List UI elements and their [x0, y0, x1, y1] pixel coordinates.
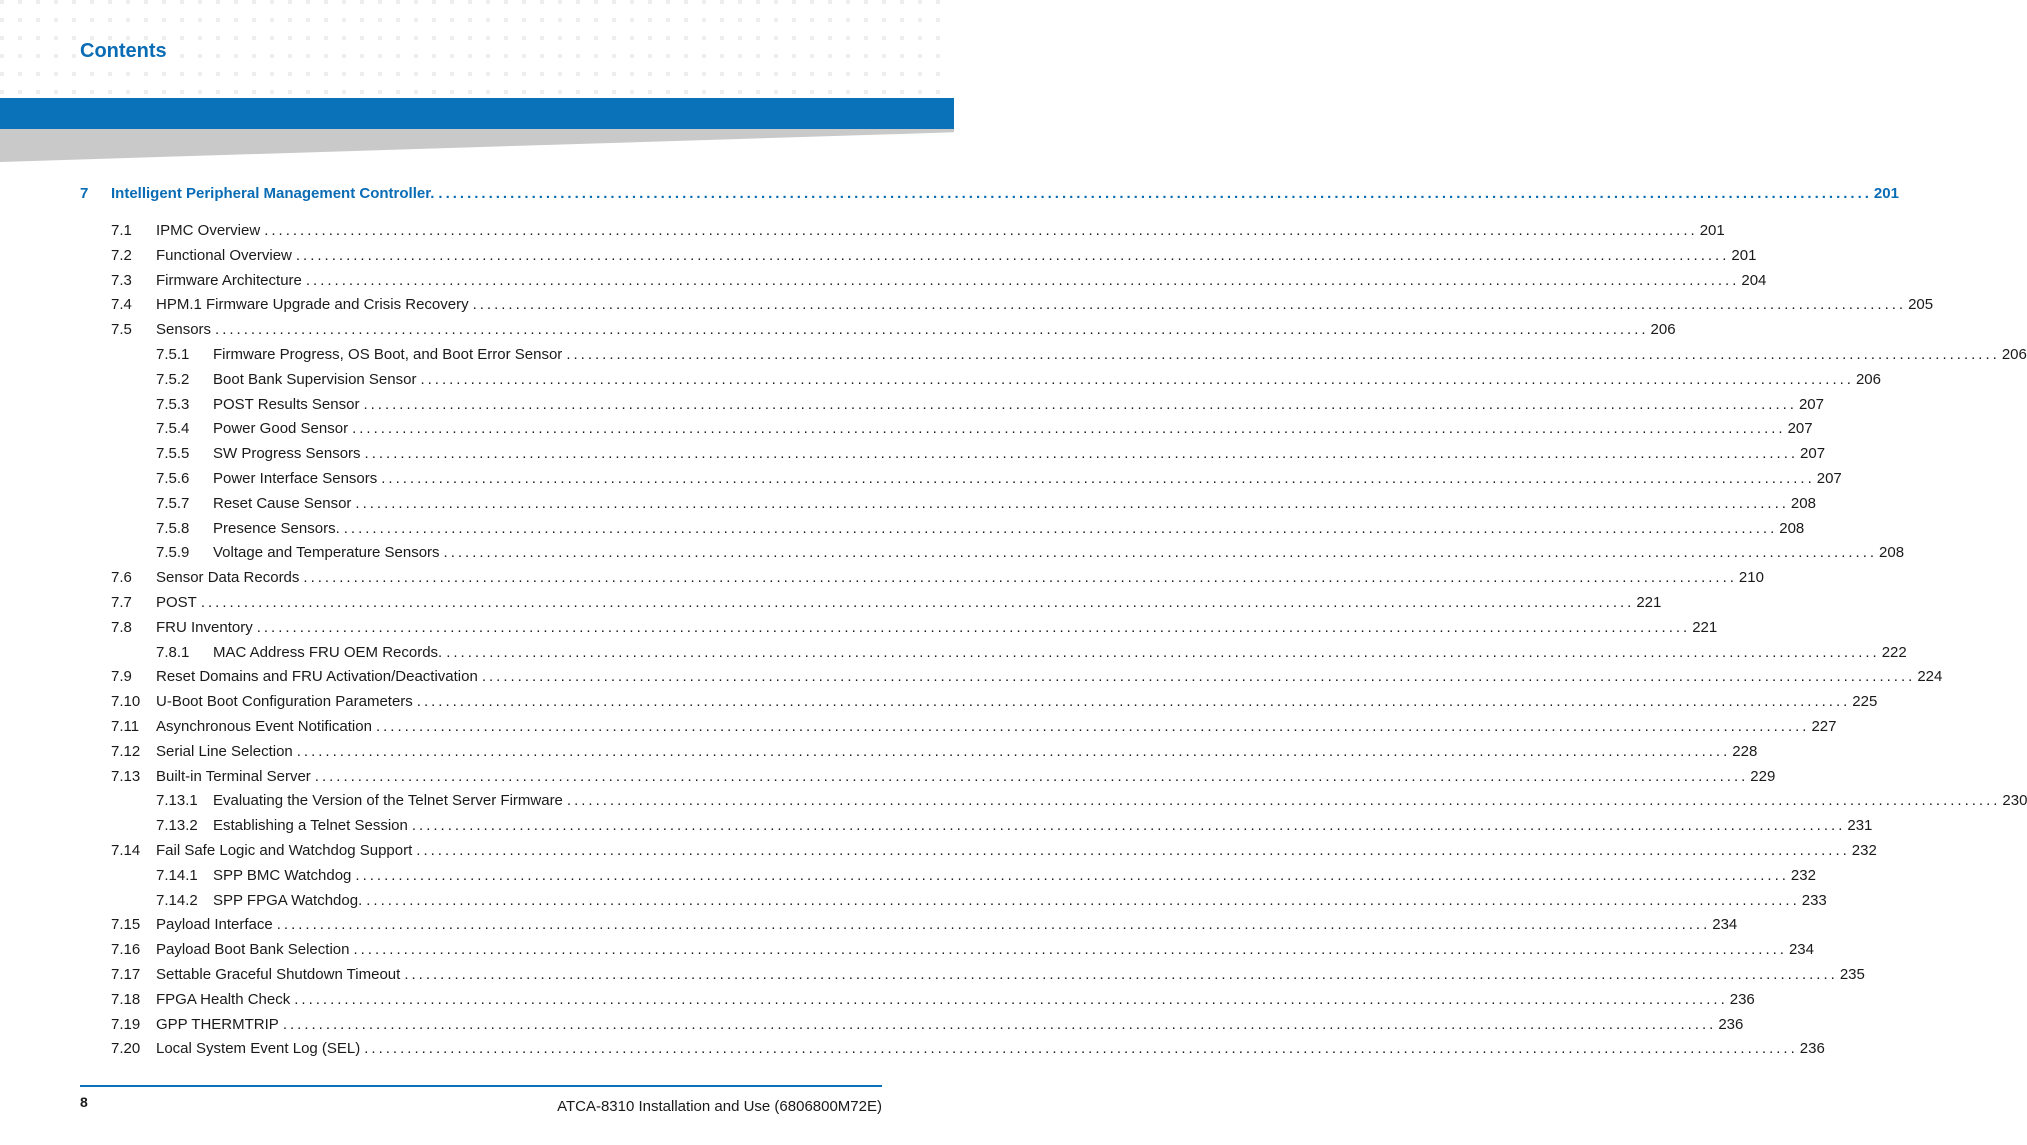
- toc-entry[interactable]: [0, 271, 1767, 291]
- toc-entry-label: Sensors: [156, 320, 215, 340]
- toc-entry[interactable]: [0, 866, 1816, 886]
- toc-dot-leader: ........................................................................................................................................................................................................: [276, 916, 1711, 934]
- toc-entry[interactable]: [0, 543, 1905, 563]
- toc-dot-leader: ........................................................................................................................................................................................................: [411, 817, 1846, 835]
- toc-entry-label: Settable Graceful Shutdown Timeout: [156, 965, 404, 985]
- toc-entry-page: 221: [1636, 594, 1662, 611]
- toc-entry[interactable]: [0, 990, 1755, 1010]
- toc-dot-leader: ........................................................................................................................................................................................................: [566, 792, 2001, 810]
- toc-entry-number: 7.5.4: [156, 420, 190, 438]
- toc-entry-label: GPP THERMTRIP: [156, 1015, 283, 1035]
- toc-dot-leader: ........................................................................................................................................................................................................: [200, 594, 1635, 611]
- toc-entry-label: FPGA Health Check: [156, 990, 294, 1010]
- toc-entry-page: 228: [1732, 742, 1758, 760]
- toc-entry-number: 7.5.1: [156, 346, 190, 363]
- document-title: ATCA-8310 Installation and Use (6806800M72E): [557, 1098, 882, 1115]
- toc-entry[interactable]: [0, 246, 1757, 266]
- toc-entry-number: 7.5.7: [156, 494, 190, 512]
- toc-entry[interactable]: [0, 618, 1718, 638]
- toc-dot-leader: ........................................................................................................................................................................................................: [366, 891, 1800, 909]
- toc-entry-page: 206: [2001, 346, 2027, 363]
- toc-entry-number: 7.5: [111, 321, 132, 339]
- toc-dot-leader: ........................................................................................................................................................................................................: [375, 718, 1810, 735]
- toc-entry[interactable]: [0, 370, 1881, 390]
- toc-dot-leader: ........................................................................................................................................................................................................: [420, 370, 1854, 388]
- toc-dot-leader: ........................................................................................................................................................................................................: [381, 470, 1815, 487]
- footer-rule: [80, 1085, 882, 1087]
- toc-dot-leader: ........................................................................................................................................................................................................: [363, 395, 1797, 413]
- toc-entry-label: Presence Sensors.: [213, 519, 344, 539]
- toc-entry-label: MAC Address FRU OEM Records.: [213, 643, 446, 663]
- toc-entry-number: 7.11: [111, 718, 140, 735]
- toc-entry[interactable]: [0, 965, 1865, 985]
- toc-entry-label: Boot Bank Supervision Sensor: [213, 370, 420, 390]
- toc-dot-leader: ........................................................................................................................................................................................................: [303, 569, 1737, 587]
- toc-entry-page: 206: [1855, 370, 1881, 388]
- toc-entry[interactable]: [0, 419, 1813, 439]
- toc-entry-label: Firmware Progress, OS Boot, and Boot Error Sensor: [213, 345, 566, 365]
- toc-entry-label: Reset Domains and FRU Activation/Deactivation: [156, 667, 482, 687]
- toc-entry-page: 225: [1852, 693, 1878, 711]
- toc-entry[interactable]: [0, 519, 1805, 539]
- toc-entry-page: 204: [1741, 271, 1767, 289]
- toc-entry-label: Sensor Data Records: [156, 568, 303, 588]
- toc-dot-leader: ........................................................................................................................................................................................................: [416, 693, 1851, 711]
- toc-entry-number: 7: [80, 185, 89, 202]
- toc-entry-page: 206: [1650, 321, 1676, 339]
- toc-entry-number: 7.5.2: [156, 370, 190, 388]
- header-wedge: [0, 129, 954, 162]
- toc-entry-page: 201: [1699, 222, 1725, 239]
- toc-entry-page: 222: [1881, 643, 1907, 661]
- toc-entry[interactable]: [0, 469, 1842, 489]
- toc-entry[interactable]: [0, 444, 1826, 464]
- toc-entry-number: 7.7: [111, 594, 132, 611]
- toc-entry-label: FRU Inventory: [156, 618, 257, 638]
- toc-entry-number: 7.9: [111, 668, 132, 686]
- toc-dot-leader: ........................................................................................................................................................................................................: [364, 1040, 1798, 1058]
- toc-dot-leader: ........................................................................................................................................................................................................: [364, 445, 1799, 463]
- toc-entry-number: 7.6: [111, 569, 132, 587]
- toc-dot-leader: ........................................................................................................................................................................................................: [353, 941, 1787, 959]
- toc-entry-number: 7.12: [111, 742, 141, 760]
- toc-entry[interactable]: [0, 395, 1824, 415]
- toc-entry-number: 7.14: [111, 842, 141, 859]
- toc-entry-label: Asynchronous Event Notification: [156, 717, 376, 737]
- toc-entry-number: 7.17: [111, 966, 141, 983]
- toc-entry-label: HPM.1 Firmware Upgrade and Crisis Recovery: [156, 295, 473, 315]
- toc-entry-page: 233: [1801, 891, 1827, 909]
- toc-dot-leader: ........................................................................................................................................................................................................: [472, 296, 1907, 314]
- toc-entry[interactable]: [0, 494, 1816, 514]
- toc-entry-label: Power Good Sensor: [213, 419, 352, 439]
- toc-entry-number: 7.8.1: [156, 643, 190, 661]
- toc-entry[interactable]: [0, 791, 2027, 811]
- toc-entry-page: 232: [1851, 842, 1877, 859]
- toc-entry[interactable]: [0, 767, 1776, 787]
- toc-entry[interactable]: [0, 593, 1662, 613]
- toc-entry-label: SPP FPGA Watchdog.: [213, 891, 366, 911]
- toc-entry-page: 207: [1787, 420, 1813, 438]
- toc-dot-leader: ........................................................................................................................................................................................................: [314, 767, 1749, 785]
- toc-dot-leader: ........................................................................................................................................................................................................: [438, 185, 1872, 202]
- toc-dot-leader: ........................................................................................................................................................................................................: [295, 246, 1730, 264]
- toc-entry-number: 7.5.3: [156, 395, 190, 413]
- toc-dot-leader: ........................................................................................................................................................................................................: [215, 321, 1649, 339]
- toc-entry-label: Fail Safe Logic and Watchdog Support: [156, 841, 416, 861]
- toc-entry[interactable]: [0, 717, 1837, 737]
- toc-entry[interactable]: [0, 742, 1758, 762]
- toc-entry-page: 201: [1731, 246, 1757, 264]
- toc-entry-label: Payload Boot Bank Selection: [156, 940, 353, 960]
- toc-entry-number: 7.15: [111, 916, 141, 934]
- toc-entry-page: 208: [1790, 494, 1816, 512]
- toc-dot-leader: ........................................................................................................................................................................................................: [416, 842, 1850, 859]
- toc-entry[interactable]: [0, 568, 1764, 588]
- toc-entry-label: Evaluating the Version of the Telnet Server Firmware: [213, 791, 567, 811]
- toc-entry[interactable]: [0, 221, 1725, 241]
- toc-entry-page: 234: [1788, 941, 1814, 959]
- toc-entry-page: 227: [1811, 718, 1837, 735]
- toc-dot-leader: ........................................................................................................................................................................................................: [404, 966, 1838, 983]
- toc-entry-label: U-Boot Boot Configuration Parameters: [156, 692, 417, 712]
- toc-entry-page: 224: [1917, 668, 1943, 686]
- toc-entry[interactable]: [0, 345, 2027, 365]
- toc-entry-page: 207: [1816, 470, 1842, 487]
- toc-entry-number: 7.19: [111, 1015, 141, 1033]
- toc-entry-label: Voltage and Temperature Sensors: [213, 543, 444, 563]
- toc-entry-page: 230: [2002, 792, 2027, 810]
- toc-entry[interactable]: [0, 692, 1878, 712]
- toc-entry-number: 7.13.2: [156, 817, 198, 835]
- toc-entry-label: Payload Interface: [156, 915, 277, 935]
- page-number: 8: [80, 1094, 88, 1110]
- toc-dot-leader: ........................................................................................................................................................................................................: [305, 271, 1740, 289]
- toc-entry-page: 208: [1879, 544, 1905, 562]
- toc-entry-number: 7.16: [111, 941, 141, 959]
- toc-dot-leader: ........................................................................................................................................................................................................: [256, 618, 1691, 636]
- toc-entry-page: 232: [1790, 866, 1816, 884]
- page-title: Contents: [80, 40, 175, 63]
- toc-entry-number: 7.3: [111, 271, 132, 289]
- toc-dot-leader: ........................................................................................................................................................................................................: [566, 346, 2000, 363]
- toc-entry-label: Firmware Architecture: [156, 271, 306, 291]
- toc-entry-page: 229: [1750, 767, 1776, 785]
- toc-dot-leader: ........................................................................................................................................................................................................: [481, 668, 1916, 686]
- toc-entry-label: Establishing a Telnet Session: [213, 816, 412, 836]
- header-band: [0, 98, 954, 129]
- toc-entry-label: Serial Line Selection: [156, 742, 297, 762]
- toc-entry-number: 7.2: [111, 246, 132, 264]
- toc-entry-label: Power Interface Sensors: [213, 469, 381, 489]
- toc-entry-page: 207: [1800, 445, 1826, 463]
- toc-entry-page: 201: [1873, 185, 1899, 202]
- toc-entry[interactable]: [0, 667, 1943, 687]
- toc-entry-page: 236: [1799, 1040, 1825, 1058]
- toc-entry-number: 7.20: [111, 1040, 141, 1058]
- toc-entry-label: Local System Event Log (SEL): [156, 1039, 364, 1059]
- toc-entry-label: POST: [156, 593, 201, 613]
- toc-entry-label: Intelligent Peripheral Management Controller.: [111, 184, 438, 204]
- toc-dot-leader: ........................................................................................................................................................................................................: [264, 222, 1698, 239]
- toc-dot-leader: ........................................................................................................................................................................................................: [294, 990, 1728, 1008]
- toc-dot-leader: ........................................................................................................................................................................................................: [352, 420, 1786, 438]
- toc-entry-number: 7.13.1: [156, 792, 198, 810]
- toc-entry-number: 7.14.2: [156, 891, 198, 909]
- toc-entry-page: 205: [1908, 296, 1934, 314]
- toc-entry[interactable]: [0, 940, 1814, 960]
- toc-entry-label: IPMC Overview: [156, 221, 264, 241]
- toc-entry-page: 231: [1847, 817, 1873, 835]
- toc-dot-leader: ........................................................................................................................................................................................................: [282, 1015, 1717, 1033]
- toc-entry-page: 235: [1839, 966, 1865, 983]
- toc-entry-number: 7.4: [111, 296, 132, 314]
- toc-entry-page: 210: [1738, 569, 1764, 587]
- toc-entry[interactable]: [0, 320, 1676, 340]
- toc-entry-number: 7.10: [111, 693, 141, 711]
- toc-entry-label: SW Progress Sensors: [213, 444, 365, 464]
- toc-entry-number: 7.1: [111, 222, 132, 239]
- toc-entry-page: 207: [1798, 395, 1824, 413]
- toc-entry[interactable]: [0, 891, 1827, 911]
- toc-entry-number: 7.18: [111, 990, 141, 1008]
- toc-entry-label: SPP BMC Watchdog: [213, 866, 355, 886]
- toc-entry-page: 234: [1712, 916, 1738, 934]
- toc-entry[interactable]: [0, 295, 1934, 315]
- toc-entry-number: 7.5.9: [156, 544, 190, 562]
- toc-entry[interactable]: [0, 643, 1907, 663]
- toc-entry-label: Reset Cause Sensor: [213, 494, 355, 514]
- toc-entry-page: 221: [1692, 618, 1718, 636]
- toc-entry-page: 236: [1718, 1015, 1744, 1033]
- toc-entry[interactable]: [0, 915, 1738, 935]
- toc-dot-leader: ........................................................................................................................................................................................................: [443, 544, 1878, 562]
- toc-entry-number: 7.14.1: [156, 866, 198, 884]
- toc-dot-leader: ........................................................................................................................................................................................................: [355, 866, 1789, 884]
- toc-entry-number: 7.8: [111, 618, 132, 636]
- toc-entry[interactable]: [0, 1015, 1744, 1035]
- toc-entry-label: Built-in Terminal Server: [156, 767, 315, 787]
- toc-entry-page: 236: [1729, 990, 1755, 1008]
- toc-entry-label: POST Results Sensor: [213, 395, 363, 415]
- toc-dot-leader: ........................................................................................................................................................................................................: [355, 494, 1789, 512]
- toc-entry-label: Functional Overview: [156, 246, 296, 266]
- toc-dot-leader: ........................................................................................................................................................................................................: [296, 742, 1731, 760]
- toc-dot-leader: ........................................................................................................................................................................................................: [343, 519, 1778, 537]
- toc-entry-number: 7.13: [111, 767, 141, 785]
- toc-dot-leader: ........................................................................................................................................................................................................: [446, 643, 1880, 661]
- toc-chapter-entry[interactable]: [0, 184, 1899, 204]
- toc-entry[interactable]: [0, 1039, 1825, 1059]
- toc-entry-number: 7.5.5: [156, 445, 190, 463]
- toc-entry-number: 7.5.8: [156, 519, 190, 537]
- toc-entry[interactable]: [0, 816, 1873, 836]
- toc-entry[interactable]: [0, 841, 1877, 861]
- toc-entry-number: 7.5.6: [156, 470, 190, 487]
- toc-entry-page: 208: [1779, 519, 1805, 537]
